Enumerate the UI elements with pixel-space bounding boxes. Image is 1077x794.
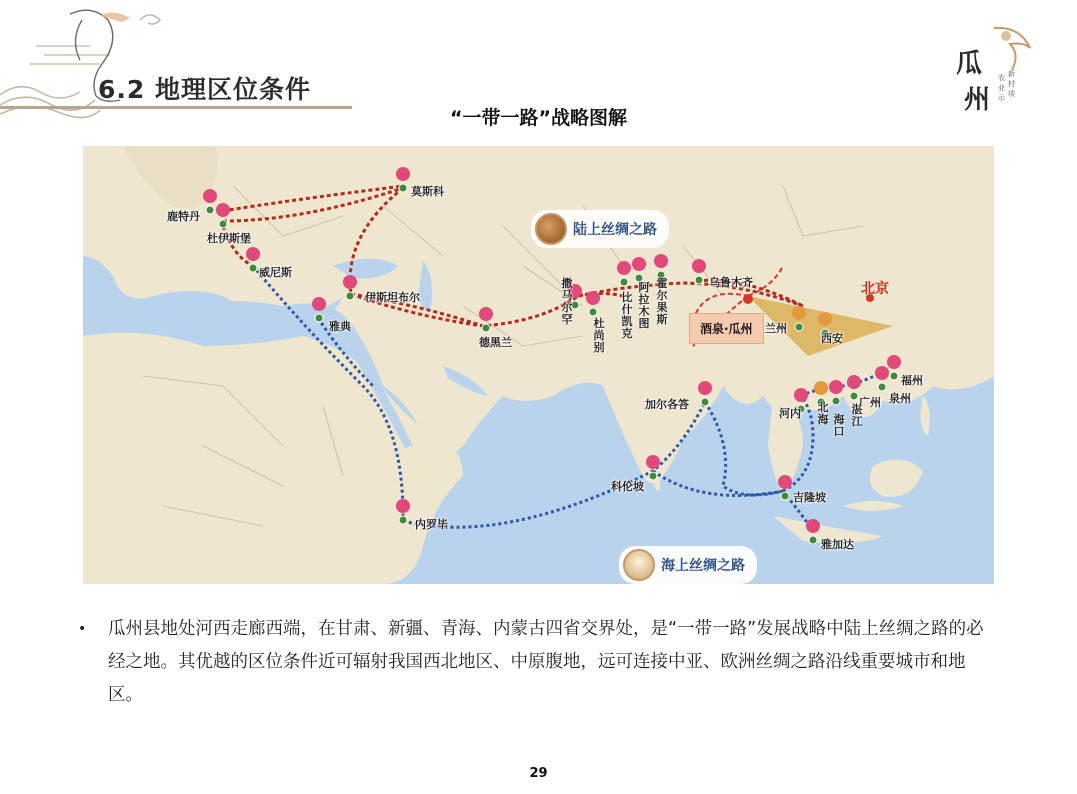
city-label: 河内 [779,407,801,420]
beijing-label: 北京 [861,281,889,297]
city-label: 广州 [859,396,881,409]
svg-text:村: 村 [1008,80,1015,88]
city-label: 雅加达 [821,538,854,551]
city-label: 泉州 [889,392,911,405]
borneo [870,460,923,497]
bullet-marker: • [78,621,87,637]
city-label: 比什凯克 [621,291,633,340]
section-title: 6.2 地理区位条件 [98,75,311,104]
merchant-portrait-icon [535,213,567,245]
city-label: 霍尔果斯 [656,277,668,326]
slide-subtitle: “一带一路”战略图解 [450,107,627,129]
page-number: 29 [529,766,548,781]
city-label: 威尼斯 [259,266,292,279]
city-label: 撒马尔罕 [561,277,573,326]
city-label: 雅典 [329,320,351,333]
city-label: 加尔各答 [645,398,689,411]
belt-road-map [83,146,994,584]
city-label: 湛江 [851,403,863,428]
city-label: 阿拉木图 [638,281,650,330]
sea-route-badge: 海上丝绸之路 [619,546,757,584]
svg-text:项: 项 [1008,90,1015,98]
city-label: 伊斯坦布尔 [365,291,420,304]
city-label: 兰州 [765,322,787,335]
city-label: 福州 [901,374,923,387]
city-label: 内罗毕 [415,518,448,531]
svg-text:农: 农 [998,74,1005,82]
svg-text:瓜: 瓜 [956,49,983,79]
city-label: 吉隆坡 [793,491,826,504]
city-label: 杜伊斯堡 [207,232,251,245]
jiuquan-guazhou-highlight: 酒泉·瓜州 [689,313,764,344]
svg-text:新: 新 [1008,70,1015,78]
body-paragraph: 瓜州县地处河西走廊西端，在甘肃、新疆、青海、内蒙古四省交界处，是“一带一路”发展战略中陆上丝绸之路的必经之地。其优越的区位条件近可辐射我国西北地区、中原腹地，远可连接中亚、欧洲丝绸之路沿线重要城市和地区。 [108,619,984,705]
city-label: 德黑兰 [479,336,512,349]
city-label: 杜尚别 [593,317,605,354]
city-label: 西安 [821,332,843,345]
svg-text:州: 州 [964,85,991,115]
city-label: 乌鲁木齐 [709,276,753,289]
philippines [920,396,929,436]
city-label: 科伦坡 [611,480,644,493]
land-route-badge: 陆上丝绸之路 [531,210,669,248]
svg-text:业: 业 [998,84,1005,92]
sailing-ship-icon [623,549,655,581]
city-label: 北海 [817,401,829,426]
city-label: 鹿特丹 [167,210,200,223]
city-label: 莫斯科 [411,185,444,198]
city-label: 海口 [833,413,845,438]
svg-text:示: 示 [998,94,1005,102]
